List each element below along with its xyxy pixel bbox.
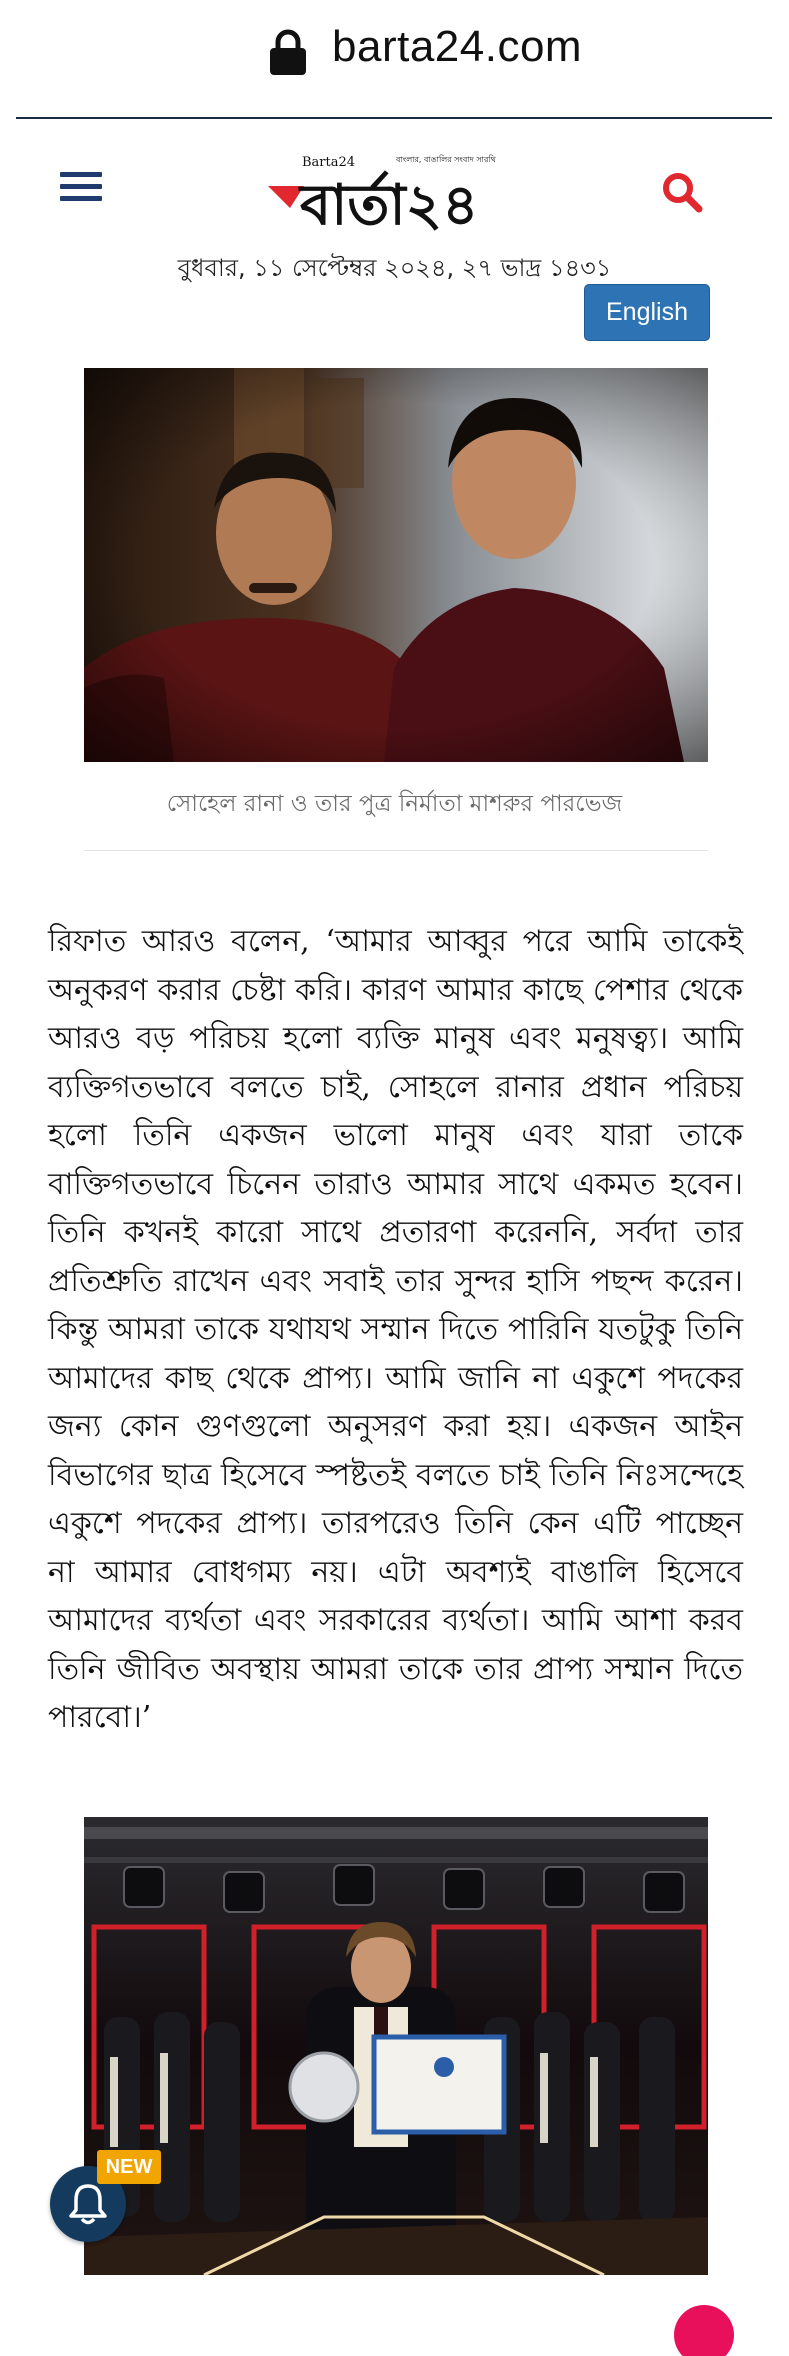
url-text[interactable]: barta24.com xyxy=(332,22,583,71)
photo-caption: সোহেল রানা ও তার পুত্র নির্মাতা মাশরুর পারভেজ xyxy=(166,791,623,817)
floating-action-button[interactable] xyxy=(674,2305,734,2356)
article-paragraph: রিফাত আরও বলেন, ‘আমার আব্বুর পরে আমি তাকেই অনুকরণ করার চেষ্টা করি। কারণ আমার কাছে পেশার থেকে আরও বড় পরিচয় হলো ব্যক্তি মানুষ এবং মনুষত্ব্য। আমি ব্যক্তিগতভাবে বলতে চাই, সোহলে রানার প্রধান পরিচয় হলো তিনি একজন ভালো মানুষ এবং যারা তাকে বাক্তিগতভাবে চিনেন তারাও আমার সাথে একমত হবেন। তিনি কখনই কারো সাথে প্রতারণা করেননি, সর্বদা তার প্রতিশ্রুতি রাখেন এবং সবাই তার সুন্দর হাসি পছন্দ করেন। কিন্তু আমরা তাকে যথাযথ সম্মান দিতে পারিনি যতটুকু তিনি আমাদের কাছ থেকে প্রাপ্য। আমি জানি না একুশে পদকের জন্য কোন গুণগুলো অনুসরণ করা হয়। একজন আইন বিভাগের ছাত্র হিসেবে স্পষ্টতই বলতে চাই তিনি নিঃসন্দেহে একুশে পদকের প্রাপ্য। তারপরেও তিনি কেন এটি পাচ্ছেন না আমার বোধগম্য নয়। এটা অবশ্যই বাঙালি হিসেবে আমাদের ব্যর্থতা এবং সরকারের ব্যর্থতা। আমি আশা করব তিনি জীবিত অবস্থায় আমরা তাকে তার প্রাপ্য সম্মান দিতে পারবো।’ xyxy=(48,924,743,1735)
url-bar-divider xyxy=(16,117,772,119)
new-badge: NEW xyxy=(97,2150,161,2184)
logo-tagline: বাংলার, বাঙালির সংবাদ সারথি xyxy=(396,155,496,164)
article-photo-award-stage xyxy=(84,1817,708,2275)
article-photo-father-son xyxy=(84,368,708,762)
lock-icon xyxy=(268,28,308,76)
current-date: বুধবার, ১১ সেপ্টেম্বর ২০২৪, ২৭ ভাদ্র ১৪৩১ xyxy=(177,254,612,282)
hamburger-menu-icon[interactable] xyxy=(60,172,102,206)
browser-url-bar[interactable] xyxy=(0,0,789,118)
english-language-button[interactable]: English xyxy=(584,284,710,341)
caption-divider xyxy=(84,850,708,851)
site-logo[interactable] xyxy=(260,146,520,236)
search-icon[interactable] xyxy=(660,170,704,214)
logo-small-text: Barta24 xyxy=(302,155,356,170)
logo-wordmark: বার্তা২৪ xyxy=(300,173,479,236)
